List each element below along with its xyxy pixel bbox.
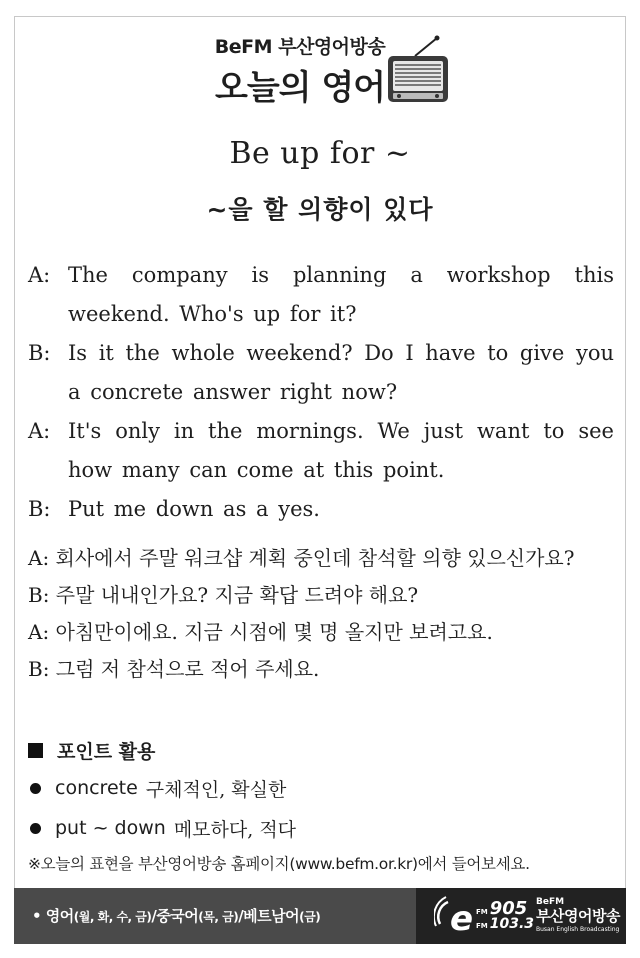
dialog-line: [28, 412, 614, 490]
dialog-text: It's only in the mornings. We just want to see how many can come at this point.: [68, 419, 614, 482]
schedule-vietnamese-days: (금): [299, 910, 321, 924]
brand-top: BeFM: [536, 897, 565, 907]
fm-label: FM: [476, 908, 488, 916]
schedule-text: [32, 905, 320, 926]
korean-translation: [28, 540, 618, 688]
dialog-text: The company is planning a workshop this weekend. Who's up for it?: [68, 263, 614, 326]
circle-bullet-icon: [30, 823, 41, 834]
dialog-text: Put me down as a yes.: [68, 497, 320, 521]
point-meaning: 구체적인, 확실한: [145, 778, 287, 801]
speaker-label: B:: [28, 341, 51, 365]
brand-text: [536, 897, 620, 934]
expression-meaning: ~을 할 의향이 있다: [206, 195, 434, 224]
square-bullet-icon: [28, 743, 43, 758]
footer-schedule: [14, 888, 416, 944]
brand-main: 부산영어방송: [536, 907, 620, 925]
translation-line: B: 그럼 저 참석으로 적어 주세요.: [28, 657, 320, 681]
point-term: concrete: [55, 777, 138, 799]
schedule-vietnamese: /베트남어: [238, 907, 300, 925]
radio-icon: [385, 34, 451, 104]
translation-line: B: 주말 내내인가요? 지금 확답 드려야 해요?: [28, 583, 419, 607]
dialog-line: [28, 490, 614, 529]
translation-line: A: 회사에서 주말 워크샵 계획 중인데 참석할 의향 있으신가요?: [28, 546, 575, 570]
points-heading: [28, 732, 618, 768]
footer-bar: [14, 888, 626, 944]
point-meaning: 메모하다, 적다: [173, 818, 297, 841]
frequency-secondary: 103.3: [489, 916, 535, 932]
befm-e-logo-icon: [434, 894, 482, 938]
header: [0, 0, 640, 112]
english-dialog: [28, 256, 614, 529]
schedule-chinese: /중국어: [151, 907, 199, 925]
schedule-english: • 영어: [32, 907, 74, 925]
frequency: [476, 898, 534, 934]
dialog-line: [28, 256, 614, 334]
speaker-label: A:: [28, 419, 51, 443]
translation-line: A: 아침만이에요. 지금 시점에 몇 명 올지만 보려고요.: [28, 620, 493, 644]
station-logo: [416, 888, 626, 944]
speaker-label: B:: [28, 497, 51, 521]
points-section: [28, 732, 618, 848]
homepage-note: ※오늘의 표현을 부산영어방송 홈페이지(www.befm.or.kr)에서 들어보세요.: [28, 855, 530, 873]
dialog-text: Is it the whole weekend? Do I have to give you a concrete answer right now?: [68, 341, 614, 404]
point-term: put ~ down: [55, 817, 166, 839]
schedule-english-days: (월, 화, 수, 금): [73, 910, 152, 924]
circle-bullet-icon: [30, 783, 41, 794]
station-name: BeFM 부산영어방송: [214, 36, 386, 58]
point-item: [28, 768, 618, 808]
svg-text:e: e: [450, 899, 474, 938]
point-item: [28, 808, 618, 848]
fm-label: FM: [476, 922, 488, 930]
program-title: 오늘의 영어: [214, 68, 386, 108]
dialog-line: [28, 334, 614, 412]
schedule-chinese-days: (목, 금): [198, 910, 239, 924]
expression-title: Be up for ~: [229, 136, 411, 171]
speaker-label: A:: [28, 263, 51, 287]
points-heading-text: 포인트 활용: [57, 740, 156, 763]
brand-sub: Busan English Broadcasting: [536, 926, 620, 933]
frequency-main: 905: [489, 898, 528, 919]
